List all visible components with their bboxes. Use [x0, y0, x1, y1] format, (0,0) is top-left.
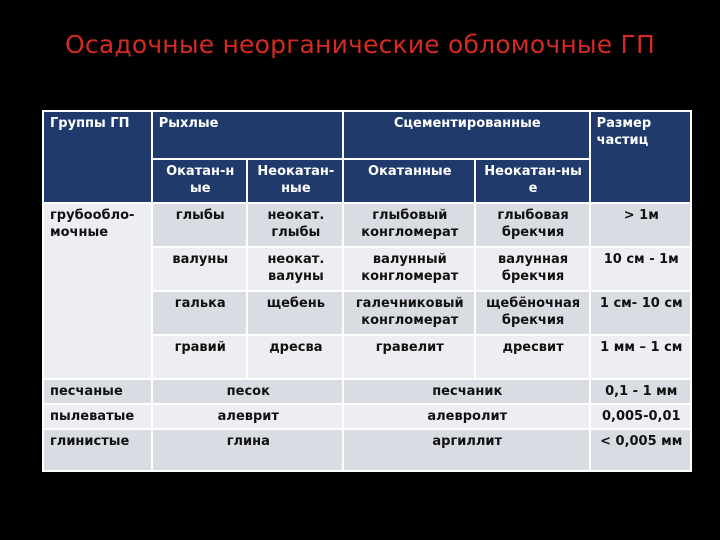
table-row — [43, 404, 691, 429]
table-row — [43, 429, 691, 471]
header-loose: Рыхлые — [152, 111, 343, 159]
header-size: Размер частиц — [590, 111, 691, 203]
cell-cemented-unrounded: щебёночная брекчия — [475, 291, 590, 335]
cell-size: < 0,005 мм — [590, 429, 691, 471]
cell-cemented: аргиллит — [343, 429, 590, 471]
header-loose-unrounded: Неокатан- ные — [247, 159, 343, 203]
cell-size: 10 см - 1м — [590, 247, 691, 291]
cell-loose-rounded: глыбы — [152, 203, 247, 247]
header-cemented-rounded: Окатанные — [343, 159, 475, 203]
cell-loose: алеврит — [152, 404, 343, 429]
cell-loose-unrounded: неокат. глыбы — [247, 203, 343, 247]
cell-cemented-rounded: гравелит — [343, 335, 475, 379]
cell-size: 1 мм – 1 см — [590, 335, 691, 379]
cell-size: 0,005-0,01 — [590, 404, 691, 429]
cell-loose: песок — [152, 379, 343, 404]
rock-classification-table — [42, 110, 692, 472]
table-row — [43, 203, 691, 247]
header-cemented: Сцементированные — [343, 111, 590, 159]
header-cemented-unrounded: Неокатан-ны е — [475, 159, 590, 203]
cell-size: 1 см- 10 см — [590, 291, 691, 335]
cell-size: > 1м — [590, 203, 691, 247]
cell-loose-rounded: галька — [152, 291, 247, 335]
cell-size: 0,1 - 1 мм — [590, 379, 691, 404]
cell-cemented: песчаник — [343, 379, 590, 404]
group-coarse: грубообло- мочные — [43, 203, 152, 379]
cell-loose-unrounded: щебень — [247, 291, 343, 335]
cell-cemented-rounded: галечниковый конгломерат — [343, 291, 475, 335]
cell-loose: глина — [152, 429, 343, 471]
cell-cemented-rounded: глыбовый конгломерат — [343, 203, 475, 247]
cell-cemented-unrounded: дресвит — [475, 335, 590, 379]
header-loose-rounded: Окатан-н ые — [152, 159, 247, 203]
cell-cemented-unrounded: глыбовая брекчия — [475, 203, 590, 247]
cell-loose-unrounded: дресва — [247, 335, 343, 379]
table-row — [43, 379, 691, 404]
header-groups: Группы ГП — [43, 111, 152, 203]
cell-loose-rounded: гравий — [152, 335, 247, 379]
cell-cemented-unrounded: валунная брекчия — [475, 247, 590, 291]
slide-title: Осадочные неорганические обломочные ГП — [65, 30, 655, 59]
cell-cemented: алевролит — [343, 404, 590, 429]
cell-cemented-rounded: валунный конгломерат — [343, 247, 475, 291]
cell-loose-rounded: валуны — [152, 247, 247, 291]
group-silt: пылеватые — [43, 404, 152, 429]
group-sand: песчаные — [43, 379, 152, 404]
group-clay: глинистые — [43, 429, 152, 471]
cell-loose-unrounded: неокат. валуны — [247, 247, 343, 291]
